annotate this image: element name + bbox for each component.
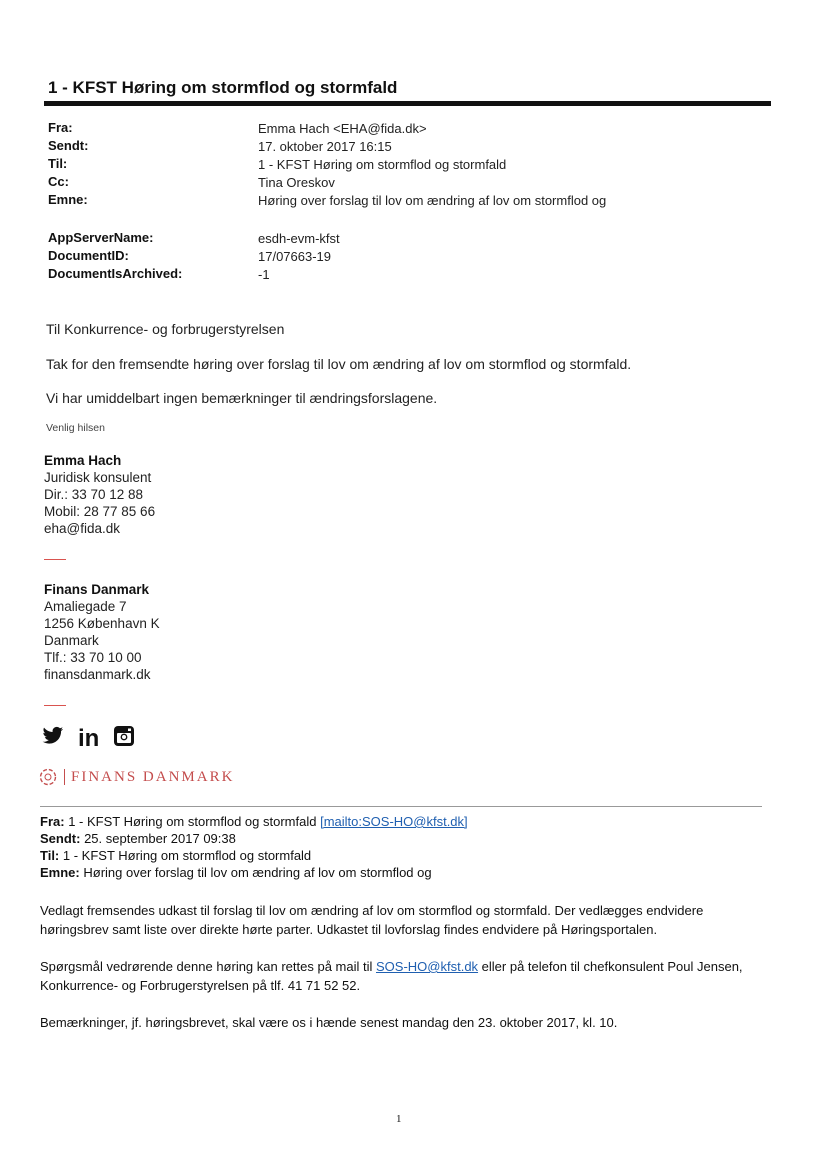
signature-tlf: Tlf.: 33 70 10 00: [44, 650, 142, 665]
header-value-fra: Emma Hach <EHA@fida.dk>: [258, 121, 427, 136]
signature-org: Finans Danmark: [44, 582, 150, 597]
fwd-value-fra: 1 - KFST Høring om stormflod og stormfald: [68, 814, 317, 829]
signature-divider: [44, 559, 66, 560]
meta-value-appserver: esdh-evm-kfst: [258, 231, 340, 246]
linkedin-icon[interactable]: in: [78, 724, 100, 752]
signature-name: Emma Hach: [44, 453, 122, 468]
header-value-emne: Høring over forslag til lov om ændring af lov om stormflod og: [258, 193, 607, 208]
fwd-value-sendt: 25. september 2017 09:38: [84, 831, 236, 846]
fwd-paragraph-3: Bemærkninger, jf. høringsbrevet, skal være os i hænde senest mandag den 23. oktober 2017, kl. 10.: [40, 1015, 618, 1030]
signature-country: Danmark: [44, 633, 99, 648]
signature-organisation: [44, 581, 160, 683]
header-value-cc: Tina Oreskov: [258, 175, 335, 190]
title-rule: [44, 101, 771, 106]
fwd-paragraph-2: [40, 957, 760, 995]
header-label-sendt: Sendt:: [48, 138, 89, 153]
signature-person: [44, 452, 155, 537]
fwd-value-emne: Høring over forslag til lov om ændring af lov om stormflod og: [83, 865, 432, 880]
meta-values: [258, 230, 340, 284]
signature-dir: Dir.: 33 70 12 88: [44, 487, 144, 502]
brand-name: FINANS DANMARK: [71, 768, 235, 785]
signature-city: 1256 København K: [44, 616, 160, 631]
signature-role: Juridisk konsulent: [44, 470, 152, 485]
header-label-til: Til:: [48, 156, 68, 171]
finans-danmark-logo: [38, 767, 234, 787]
signature-mobil: Mobil: 28 77 85 66: [44, 504, 156, 519]
logo-separator: [64, 769, 65, 785]
body-paragraph-2: Vi har umiddelbart ingen bemærkninger til ændringsforslagene.: [46, 390, 438, 406]
header-value-til: 1 - KFST Høring om stormflod og stormfald: [258, 157, 507, 172]
logo-mark-icon: [38, 767, 58, 787]
greeting: Til Konkurrence- og forbrugerstyrelsen: [46, 321, 285, 337]
header-value-sendt: 17. oktober 2017 16:15: [258, 139, 392, 154]
fwd-p2-text-a: Spørgsmål vedrørende denne høring kan rettes på mail til: [40, 959, 376, 974]
meta-label-appserver: AppServerName:: [48, 230, 154, 245]
instagram-icon[interactable]: [113, 725, 135, 752]
meta-labels: [48, 229, 182, 283]
fwd-mailto-link[interactable]: [mailto:SOS-HO@kfst.dk]: [320, 814, 468, 829]
page-number: 1: [396, 1113, 402, 1125]
closing: Venlig hilsen: [46, 422, 105, 434]
fwd-value-til: 1 - KFST Høring om stormflod og stormfald: [62, 848, 312, 863]
fwd-p2-email-link[interactable]: SOS-HO@kfst.dk: [376, 959, 479, 974]
signature-street: Amaliegade 7: [44, 599, 127, 614]
social-links: [42, 725, 135, 752]
document-title: 1 - KFST Høring om stormflod og stormfald: [48, 78, 398, 97]
email-header-values: [258, 120, 606, 210]
signature-web[interactable]: finansdanmark.dk: [44, 667, 151, 682]
header-label-cc: Cc:: [48, 174, 69, 189]
fwd-label-emne: Emne:: [40, 865, 80, 880]
meta-label-documentid: DocumentID:: [48, 248, 129, 263]
meta-label-archived: DocumentIsArchived:: [48, 266, 183, 281]
fwd-paragraph-1: Vedlagt fremsendes udkast til forslag til lov om ændring af lov om stormflod og stormfald. Der vedlægges endvidere høringsbrev samt liste over direkte hørte parter. Udkastet til lovforslag findes endvidere på Høringsportalen.: [40, 903, 704, 937]
meta-value-archived: -1: [258, 267, 270, 282]
fwd-p2-text-b: eller på telefon til chefkonsulent Poul Jensen, Konkurrence- og Forbrugerstyrelsen på tlf. 41 71 52 52.: [40, 959, 743, 993]
fwd-label-fra: Fra:: [40, 814, 65, 829]
fwd-label-til: Til:: [40, 848, 60, 863]
meta-value-documentid: 17/07663-19: [258, 249, 332, 264]
email-header-labels: [48, 119, 88, 209]
header-label-fra: Fra:: [48, 120, 73, 135]
fwd-label-sendt: Sendt:: [40, 831, 81, 846]
forward-separator: [40, 806, 762, 807]
twitter-icon[interactable]: [42, 726, 64, 751]
signature-divider-2: [44, 705, 66, 706]
header-label-emne: Emne:: [48, 192, 88, 207]
forwarded-header: [40, 813, 468, 881]
body-paragraph-1: Tak for den fremsendte høring over forslag til lov om ændring af lov om stormflod og stormfald.: [46, 356, 632, 372]
signature-email[interactable]: eha@fida.dk: [44, 521, 121, 536]
